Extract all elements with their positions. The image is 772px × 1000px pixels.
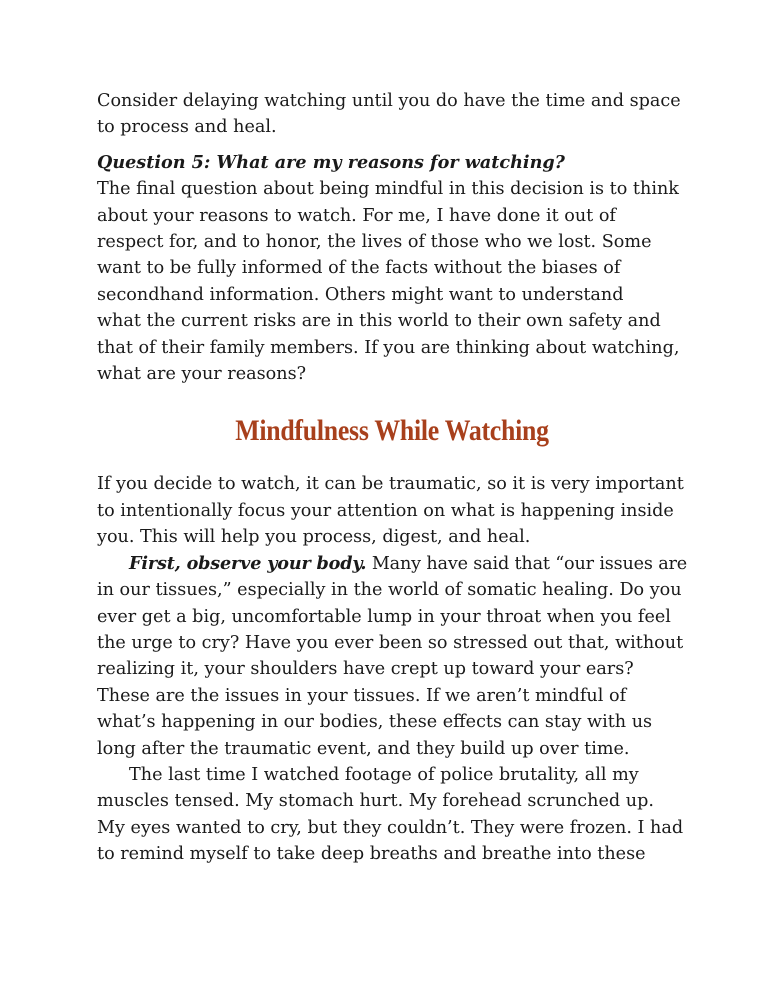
text-line: muscles tensed. My stomach hurt. My forehead scrunched up. [97, 791, 654, 812]
text-line: in our tissues,” especially in the world of somatic healing. Do you [97, 580, 682, 601]
lead-in-phrase: First, observe your body. [129, 552, 367, 574]
text-line: about your reasons to watch. For me, I have done it out of [97, 205, 616, 226]
question5-paragraph [97, 150, 687, 388]
last-time-paragraph [97, 762, 687, 868]
text-line: secondhand information. Others might want to understand [97, 284, 624, 305]
section-title: Mindfulness While Watching [235, 414, 549, 448]
text-line: The final question about being mindful in this decision is to think [97, 179, 679, 200]
text-line: the urge to cry? Have you ever been so stressed out that, without [97, 632, 684, 653]
text-line: realizing it, your shoulders have crept up toward your ears? [97, 659, 634, 680]
text-line: to process and heal. [97, 117, 277, 138]
opening-paragraph [97, 88, 687, 141]
text-line: that of their family members. If you are thinking about watching, [97, 337, 680, 358]
lead-line-rest: Many have said that “our issues are [366, 553, 688, 574]
text-line: what the current risks are in this world to their own safety and [97, 311, 661, 332]
text-line: ever get a big, uncomfortable lump in your throat when you feel [97, 606, 671, 627]
text-line: to intentionally focus your attention on what is happening inside [97, 500, 674, 521]
text-line: respect for, and to honor, the lives of those who we lost. Some [97, 232, 652, 253]
text-line: you. This will help you process, digest, and heal. [97, 527, 531, 548]
text-line: long after the traumatic event, and they build up over time. [97, 738, 630, 759]
text-line: The last time I watched footage of police brutality, all my [129, 764, 639, 785]
paragraph-spacer [97, 141, 687, 150]
text-line: My eyes wanted to cry, but they couldn’t. They were frozen. I had [97, 817, 684, 838]
text-line: Consider delaying watching until you do have the time and space [97, 91, 681, 111]
question-heading: Question 5: What are my reasons for watching? [97, 151, 565, 173]
text-line: what’s happening in our bodies, these effects can stay with us [97, 712, 653, 733]
intro-paragraph [97, 471, 687, 550]
text-line: want to be fully informed of the facts without the biases of [97, 258, 621, 279]
text-line: These are the issues in your tissues. If we aren’t mindful of [97, 685, 627, 706]
text-line: If you decide to watch, it can be traumatic, so it is very important [97, 474, 684, 495]
text-line: what are your reasons? [97, 364, 307, 385]
book-page [97, 88, 687, 868]
text-line: to remind myself to take deep breaths and breathe into these [97, 844, 646, 865]
text-line [97, 551, 687, 577]
observe-body-paragraph [97, 551, 687, 762]
